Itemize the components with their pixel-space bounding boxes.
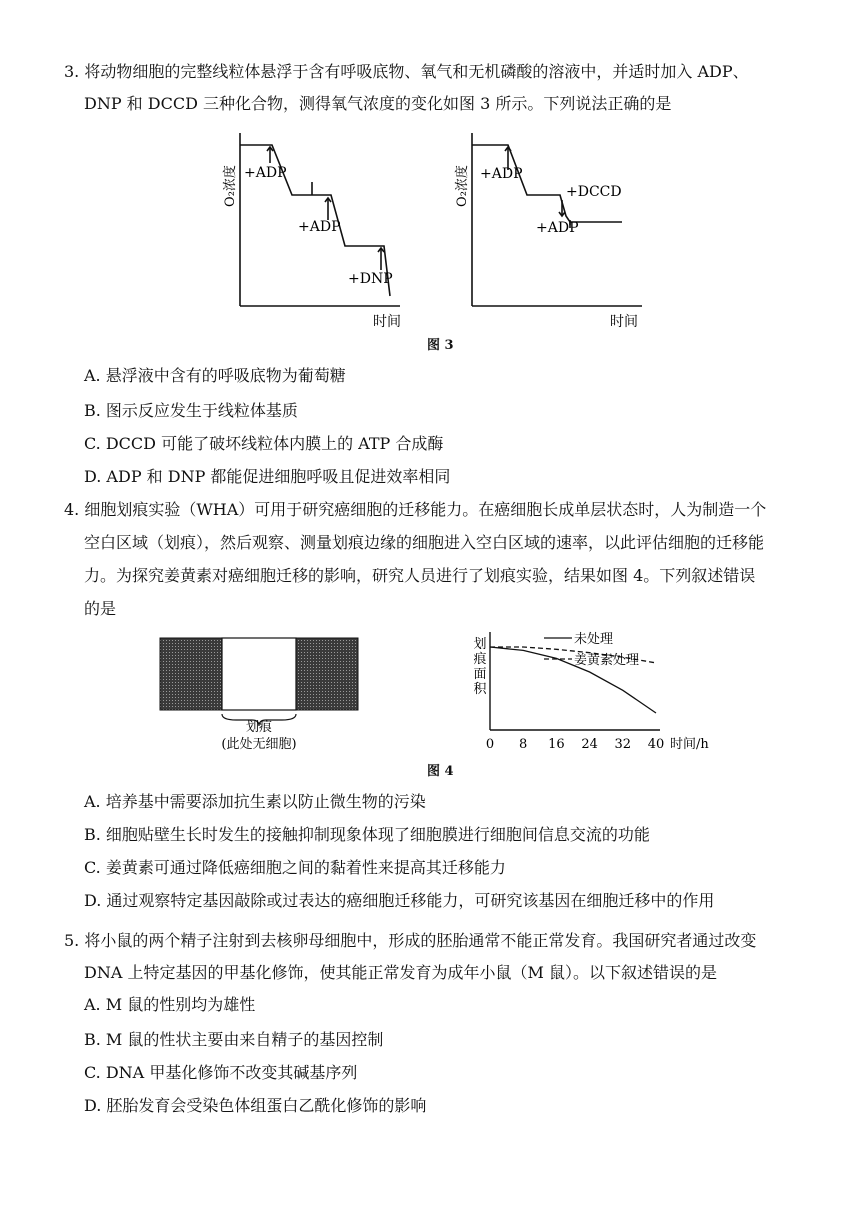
- q4-option-c: C. 姜黄素可通过降低癌细胞之间的黏着性来提高其迁移能力: [84, 858, 506, 877]
- chart-y-axis-label: O₂浓度: [223, 165, 238, 207]
- figure-3-left-chart: [220, 128, 420, 333]
- chart-annotation: +ADP: [536, 220, 579, 236]
- q3-option-d: D. ADP 和 DNP 都能促进细胞呼吸且促进效率相同: [84, 467, 451, 486]
- x-tick-label: 40: [647, 737, 665, 752]
- q4-option-b: B. 细胞贴壁生长时发生的接触抑制现象体现了细胞膜进行细胞间信息交流的功能: [84, 825, 650, 844]
- chart-y-axis-label: O₂浓度: [455, 165, 470, 207]
- scratch-sublabel: (此处无细胞): [221, 737, 297, 752]
- chart-annotation: +ADP: [480, 166, 523, 182]
- chart-annotation: +ADP: [244, 165, 287, 181]
- figure-3-right-chart: [452, 128, 652, 333]
- scratch-region: [222, 638, 296, 710]
- chart-annotation: +ADP: [298, 219, 341, 235]
- x-tick-label: 8: [519, 737, 528, 752]
- q5-stem-line-1: 5. 将小鼠的两个精子注射到去核卵母细胞中，形成的胚胎通常不能正常发育。我国研究者通过改变: [64, 931, 757, 950]
- q5-option-c: C. DNA 甲基化修饰不改变其碱基序列: [84, 1063, 358, 1082]
- x-tick-label: 16: [548, 737, 565, 752]
- q5-option-d: D. 胚胎发育会受染色体组蛋白乙酰化修饰的影响: [84, 1096, 427, 1115]
- chart-x-axis-label: 时间: [373, 314, 401, 330]
- q4-stem-line-1: 4. 细胞划痕实验（WHA）可用于研究癌细胞的迁移能力。在癌细胞长成单层状态时，人为制造一个: [64, 500, 767, 519]
- cell-region-left: [160, 638, 222, 710]
- q3-option-b: B. 图示反应发生于线粒体基质: [84, 401, 298, 420]
- chart-y-axis-label: 划痕面积: [473, 637, 487, 697]
- scratch-assay-diagram: [150, 630, 380, 760]
- chart-annotation: +DCCD: [566, 184, 622, 200]
- q3-option-a: A. 悬浮液中含有的呼吸底物为葡萄糖: [84, 366, 346, 385]
- q4-stem-line-3: 力。为探究姜黄素对癌细胞迁移的影响，研究人员进行了划痕实验，结果如图 4。下列叙述错误: [84, 566, 756, 585]
- figure-4-caption: 图 4: [427, 764, 454, 779]
- chart-x-axis-label: 时间/h: [670, 737, 709, 752]
- chart-x-axis-label: 时间: [610, 314, 638, 330]
- legend-label-untreated: 未处理: [574, 632, 614, 647]
- q5-stem-line-2: DNA 上特定基因的甲基化修饰，使其能正常发育为成年小鼠（M 鼠）。以下叙述错误的是: [84, 963, 717, 982]
- cell-region-right: [296, 638, 358, 710]
- q4-stem-line-2: 空白区域（划痕），然后观察、测量划痕边缘的细胞进入空白区域的速率，以此评估细胞的迁移能: [84, 533, 765, 552]
- x-tick-label: 0: [485, 737, 495, 752]
- q3-stem-line-1: 3. 将动物细胞的完整线粒体悬浮于含有呼吸底物、氧气和无机磷酸的溶液中，并适时加入 ADP、: [64, 62, 749, 81]
- x-tick-label: 32: [614, 737, 632, 752]
- q3-stem-line-2: DNP 和 DCCD 三种化合物，测得氧气浓度的变化如图 3 所示。下列说法正确的是: [84, 94, 672, 113]
- q3-option-c: C. DCCD 可能了破坏线粒体内膜上的 ATP 合成酶: [84, 434, 444, 453]
- q4-option-a: A. 培养基中需要添加抗生素以防止微生物的污染: [84, 792, 426, 811]
- figure-4-line-chart: [468, 624, 728, 760]
- q5-option-b: B. M 鼠的性状主要由来自精子的基因控制: [84, 1030, 384, 1049]
- figure-3-caption: 图 3: [427, 338, 454, 353]
- q4-option-d: D. 通过观察特定基因敲除或过表达的癌细胞迁移能力，可研究该基因在细胞迁移中的作用: [84, 891, 715, 910]
- scratch-label: 划痕: [245, 720, 273, 735]
- q4-stem-line-4: 的是: [84, 599, 117, 618]
- chart-annotation: +DNP: [348, 271, 393, 287]
- legend-label-curcumin: 姜黄素处理: [574, 653, 640, 668]
- q5-option-a: A. M 鼠的性别均为雄性: [84, 995, 256, 1014]
- x-tick-label: 24: [581, 737, 598, 752]
